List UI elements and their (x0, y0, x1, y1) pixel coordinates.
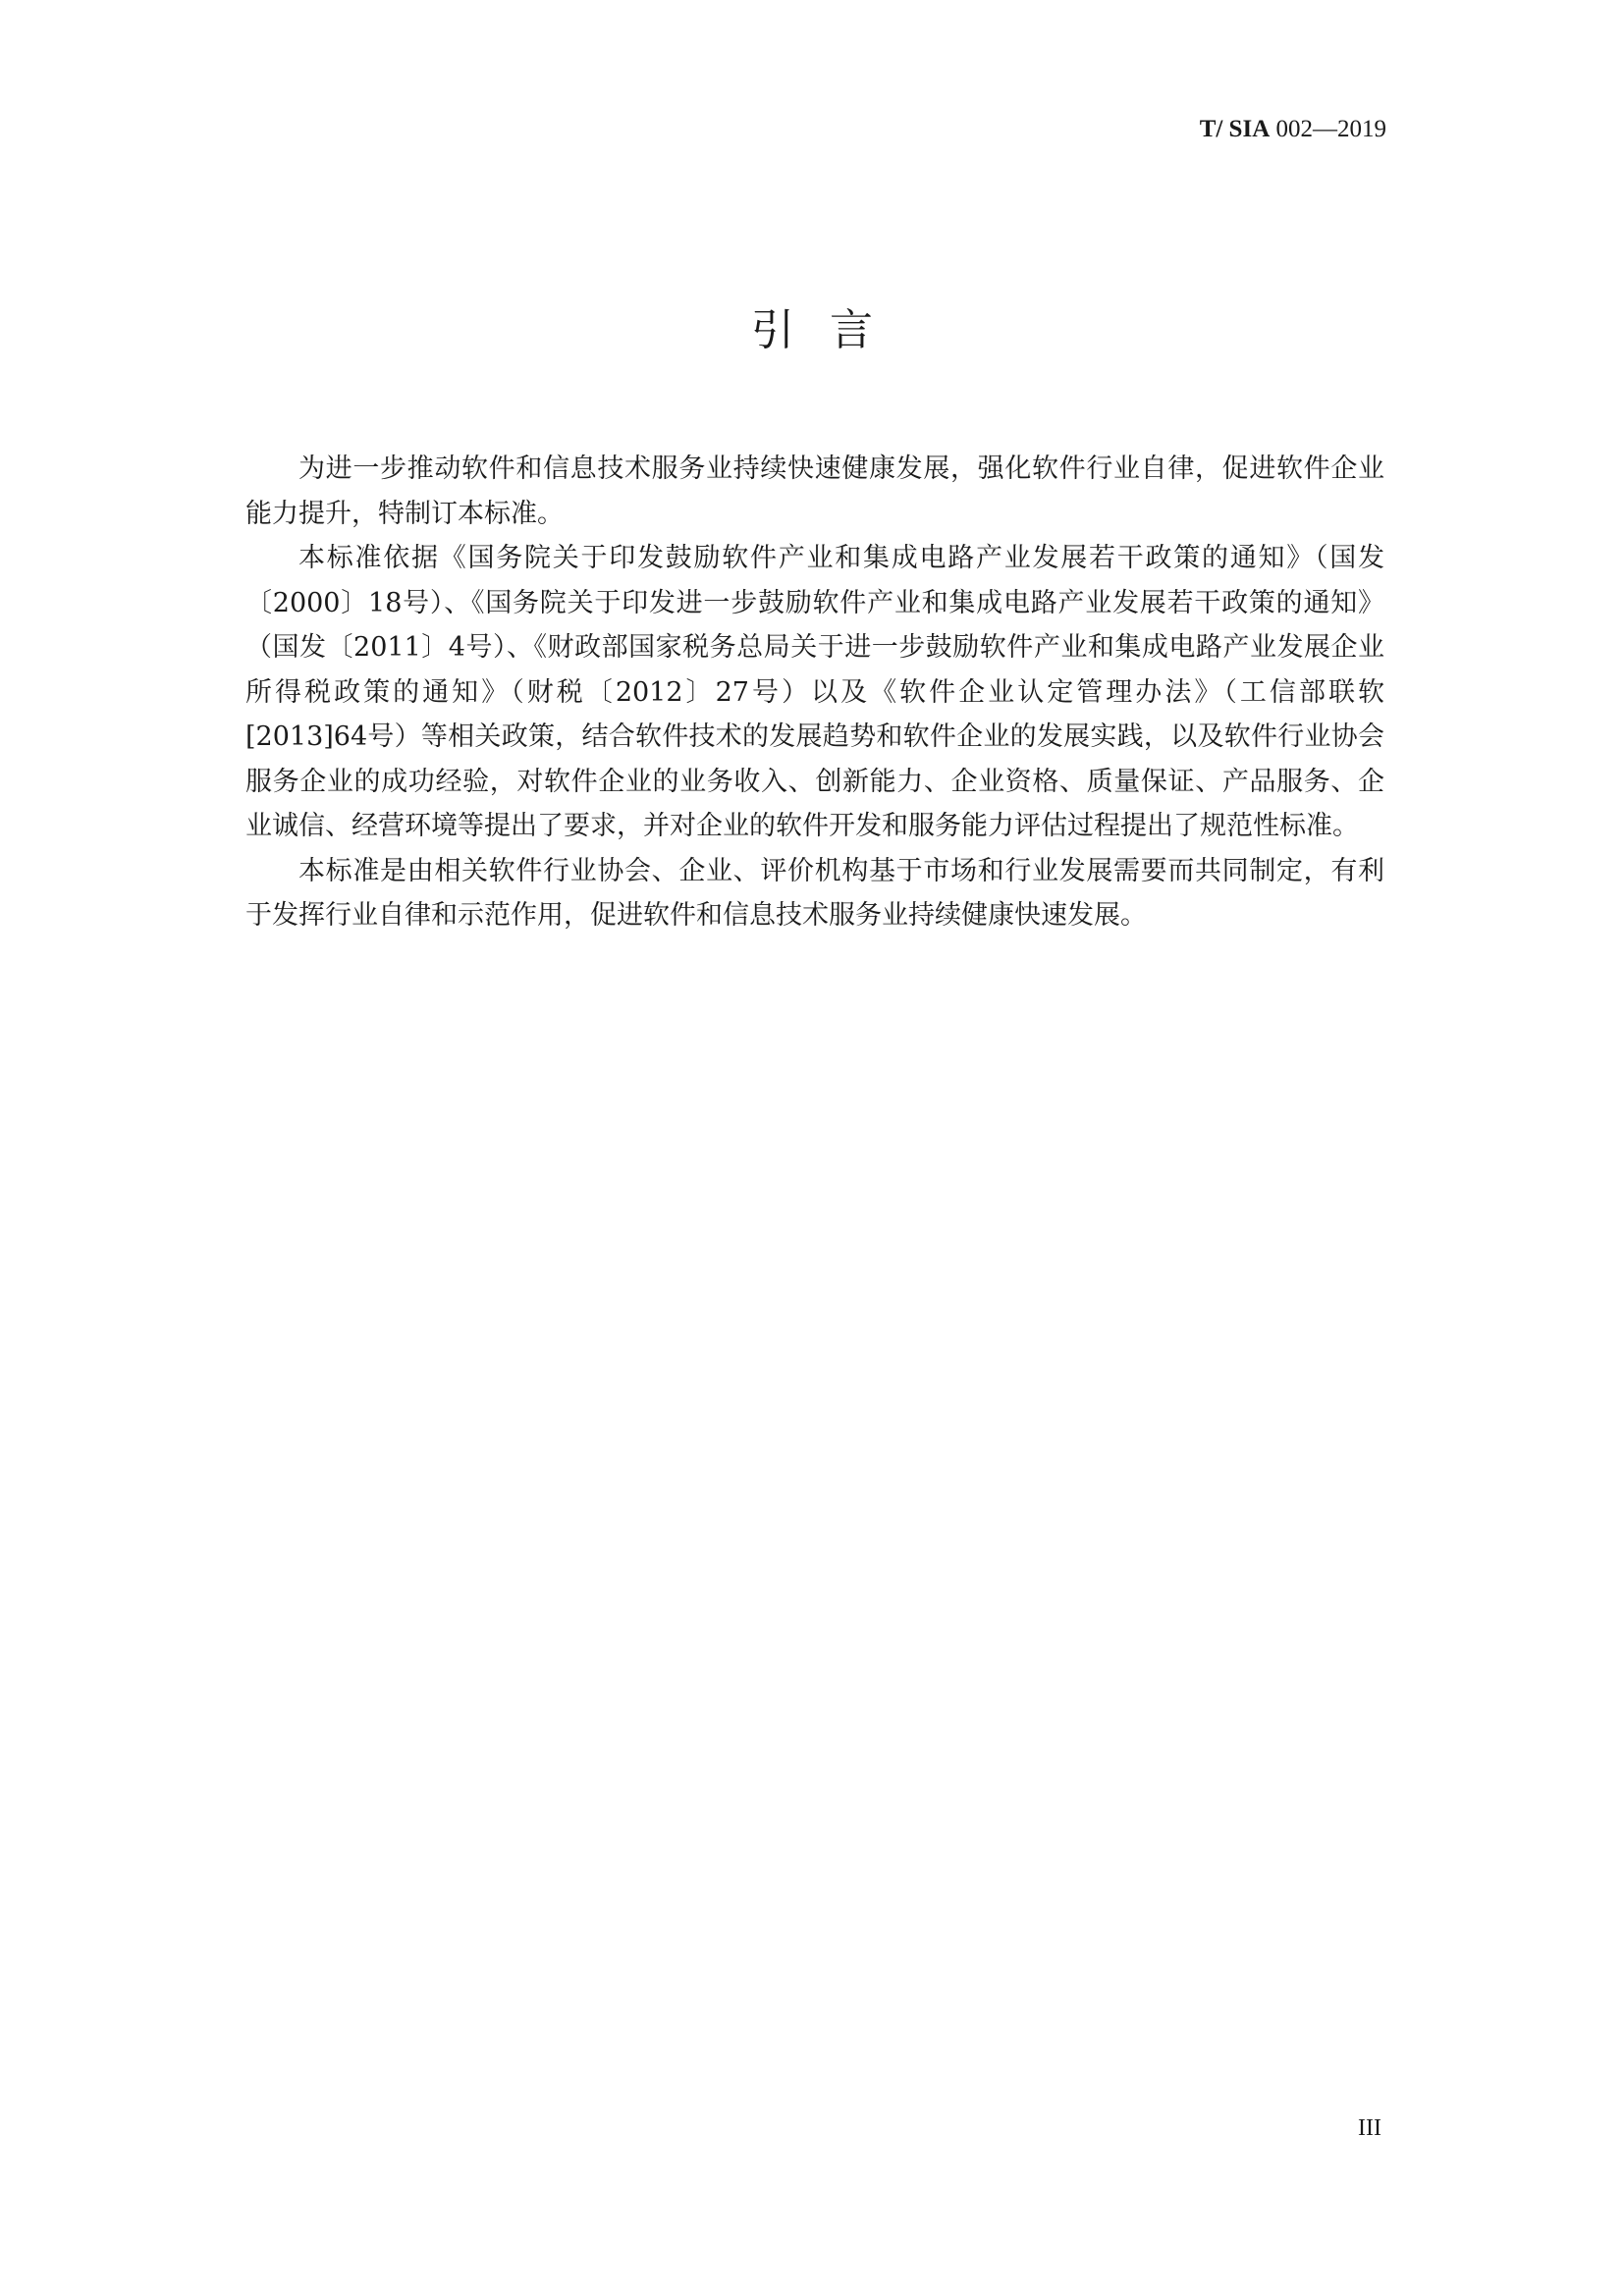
page-number: III (1358, 2115, 1381, 2141)
paragraph-basis: 本标准依据《国务院关于印发鼓励软件产业和集成电路产业发展若干政策的通知》（国发〔2000〕18号）、《国务院关于印发进一步鼓励软件产业和集成电路产业发展若干政策的通知》（国发〔2011〕4号）、《财政部国家税务总局关于进一步鼓励软件产业和集成电路产业发展企业所得税政策的通知》（财税〔2012〕27号）以及《软件企业认定管理办法》（工信部联软[2013]64号）等相关政策，结合软件技术的发展趋势和软件企业的发展实践，以及软件行业协会服务企业的成功经验，对软件企业的业务收入、创新能力、企业资格、质量保证、产品服务、企业诚信、经营环境等提出了要求，并对企业的软件开发和服务能力评估过程提出了规范性标准。 (245, 543, 1384, 841)
standard-code-prefix: T/ SIA (1199, 116, 1271, 142)
page-title: 引言 (751, 305, 908, 355)
paragraph-significance: 本标准是由相关软件行业协会、企业、评价机构基于市场和行业发展需要而共同制定，有利于发挥行业自律和示范作用，促进软件和信息技术服务业持续健康快速发展。 (245, 855, 1384, 931)
introduction-body (245, 447, 1384, 938)
paragraph-purpose: 为进一步推动软件和信息技术服务业持续快速健康发展，强化软件行业自律，促进软件企业能力提升，特制订本标准。 (245, 454, 1384, 529)
standard-code-number: 002—2019 (1275, 116, 1386, 142)
standard-code (1200, 116, 1386, 143)
